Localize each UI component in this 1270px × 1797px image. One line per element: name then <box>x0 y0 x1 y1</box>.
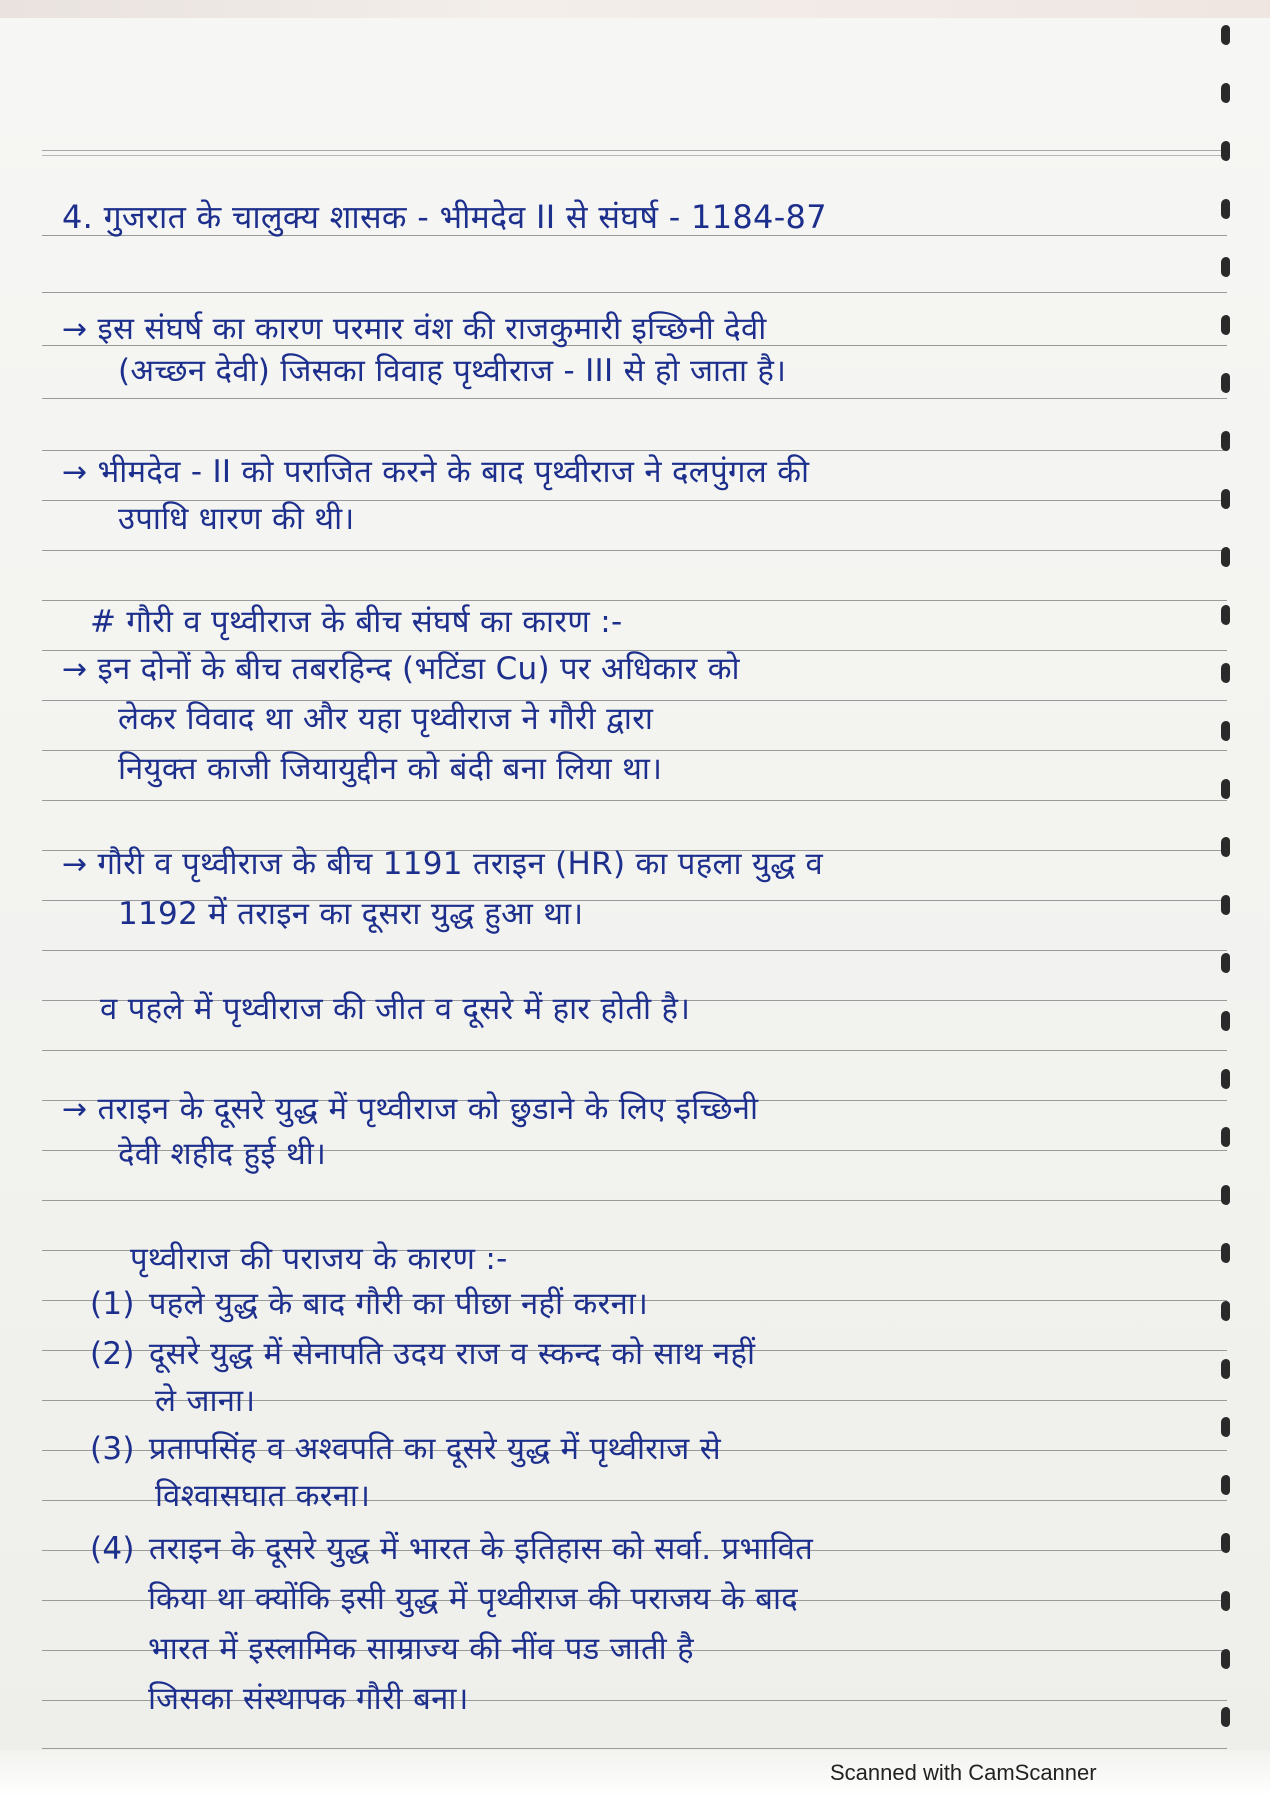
list-text: प्रतापसिंह व अश्वपति का दूसरे युद्ध में पृथ्वीराज से <box>148 1431 721 1467</box>
ruled-line <box>42 450 1227 451</box>
binding-hole <box>1221 1533 1230 1553</box>
binding-hole <box>1221 1649 1230 1669</box>
binding-hole <box>1221 1359 1230 1379</box>
binding-hole <box>1221 1301 1230 1321</box>
note-line <box>62 650 740 689</box>
note-text: तराइन के दूसरे युद्ध में पृथ्वीराज को छुडाने के लिए इच्छिनी <box>97 1091 759 1127</box>
note-line: जिसका संस्थापक गौरी बना। <box>148 1681 469 1717</box>
binding-hole <box>1221 779 1230 799</box>
ruled-line <box>42 600 1227 601</box>
binding-hole <box>1221 1127 1230 1147</box>
ruled-line <box>42 398 1227 399</box>
binding-hole <box>1221 1185 1230 1205</box>
ruled-line <box>42 550 1227 551</box>
ruled-line <box>42 800 1227 801</box>
note-line: लेकर विवाद था और यहा पृथ्वीराज ने गौरी द्वारा <box>118 701 654 737</box>
arrow-icon: → <box>62 847 88 882</box>
note-text: गौरी व पृथ्वीराज के बीच 1191 तराइन (HR) का पहला युद्ध व <box>97 846 824 882</box>
note-line: विश्वासघात करना। <box>155 1478 371 1514</box>
binding-hole <box>1221 895 1230 915</box>
note-line: नियुक्त काजी जियायुद्दीन को बंदी बना लिया था। <box>118 751 663 787</box>
binding-hole <box>1221 489 1230 509</box>
ruled-line <box>42 292 1227 293</box>
binding-hole <box>1221 837 1230 857</box>
scanner-watermark: Scanned with CamScanner <box>830 1760 1097 1785</box>
top-margin-line <box>42 150 1227 156</box>
arrow-icon: → <box>62 455 88 490</box>
list-number: (2) <box>90 1336 135 1372</box>
section-heading: 4. गुजरात के चालुक्य शासक - भीमदेव II से संघर्ष - 1184-87 <box>62 198 827 236</box>
list-number: (4) <box>90 1531 135 1567</box>
arrow-icon: → <box>62 652 88 687</box>
arrow-icon: → <box>62 312 88 347</box>
binding-hole <box>1221 547 1230 567</box>
binding-hole <box>1221 1417 1230 1437</box>
ruled-line <box>42 1200 1227 1201</box>
subheading: पृथ्वीराज की पराजय के कारण :- <box>130 1241 508 1277</box>
ruled-line <box>42 1748 1227 1749</box>
binding-hole <box>1221 1011 1230 1031</box>
list-item <box>90 1285 648 1323</box>
binding-hole <box>1221 1475 1230 1495</box>
page-top-band <box>0 0 1270 18</box>
binding-hole <box>1221 1707 1230 1727</box>
binding-hole <box>1221 605 1230 625</box>
list-item <box>90 1335 755 1373</box>
note-line: ले जाना। <box>155 1383 256 1419</box>
list-item <box>90 1530 813 1568</box>
binding-hole <box>1221 25 1230 45</box>
binding-hole <box>1221 663 1230 683</box>
spiral-binding <box>1215 15 1255 1775</box>
note-line: उपाधि धारण की थी। <box>118 501 355 537</box>
note-text: इन दोनों के बीच तबरहिन्द (भटिंडा Cu) पर अधिकार को <box>97 651 740 687</box>
note-line: किया था क्योंकि इसी युद्ध में पृथ्वीराज की पराजय के बाद <box>148 1581 799 1617</box>
binding-hole <box>1221 1069 1230 1089</box>
subheading: # गौरी व पृथ्वीराज के बीच संघर्ष का कारण :- <box>90 604 623 640</box>
binding-hole <box>1221 373 1230 393</box>
binding-hole <box>1221 953 1230 973</box>
binding-hole <box>1221 141 1230 161</box>
note-line: (अच्छन देवी) जिसका विवाह पृथ्वीराज - III से हो जाता है। <box>118 353 787 389</box>
note-text: इस संघर्ष का कारण परमार वंश की राजकुमारी इच्छिनी देवी <box>97 311 767 347</box>
binding-hole <box>1221 1243 1230 1263</box>
list-number: (3) <box>90 1431 135 1467</box>
list-text: तराइन के दूसरे युद्ध में भारत के इतिहास को सर्वा. प्रभावित <box>148 1531 814 1567</box>
note-line <box>62 1090 758 1129</box>
list-item <box>90 1430 721 1468</box>
note-line <box>62 845 823 884</box>
binding-hole <box>1221 721 1230 741</box>
note-line <box>62 453 809 492</box>
ruled-line <box>42 950 1227 951</box>
binding-hole <box>1221 431 1230 451</box>
note-line: देवी शहीद हुई थी। <box>118 1136 327 1172</box>
arrow-icon: → <box>62 1092 88 1127</box>
list-number: (1) <box>90 1286 135 1322</box>
ruled-line <box>42 1050 1227 1051</box>
note-line: व पहले में पृथ्वीराज की जीत व दूसरे में हार होती है। <box>100 991 691 1027</box>
binding-hole <box>1221 257 1230 277</box>
note-text: भीमदेव - II को पराजित करने के बाद पृथ्वीराज ने दलपुंगल की <box>97 454 810 490</box>
note-line: 1192 में तराइन का दूसरा युद्ध हुआ था। <box>118 896 584 932</box>
list-text: पहले युद्ध के बाद गौरी का पीछा नहीं करना। <box>148 1286 649 1322</box>
list-text: दूसरे युद्ध में सेनापति उदय राज व स्कन्द को साथ नहीं <box>148 1336 756 1372</box>
note-line <box>62 310 767 349</box>
binding-hole <box>1221 315 1230 335</box>
binding-hole <box>1221 199 1230 219</box>
binding-hole <box>1221 83 1230 103</box>
note-line: भारत में इस्लामिक साम्राज्य की नींव पड जाती है <box>148 1631 694 1667</box>
binding-hole <box>1221 1591 1230 1611</box>
